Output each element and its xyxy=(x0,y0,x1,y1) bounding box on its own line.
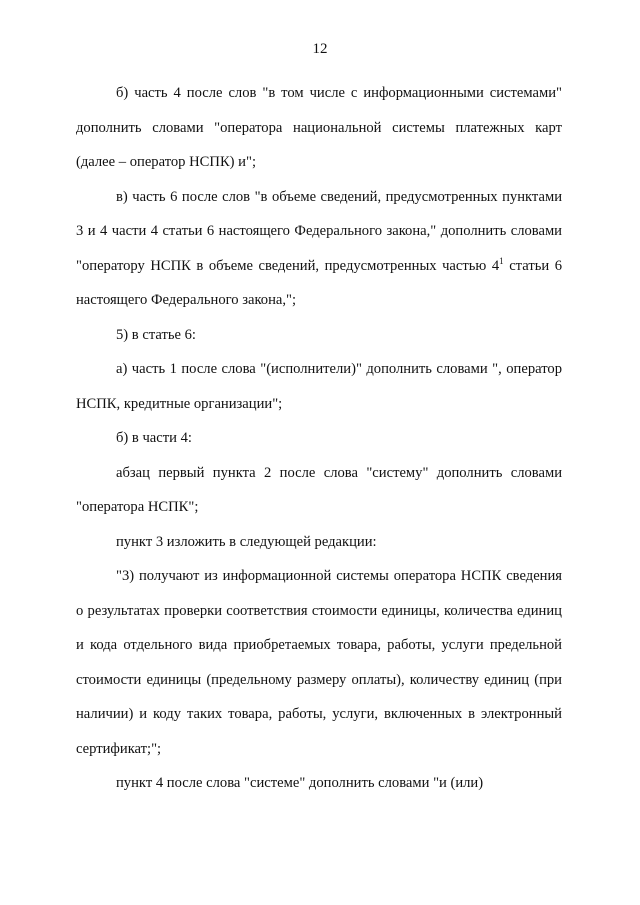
paragraph-6: абзац первый пункта 2 после слова "систему" дополнить словами "оператора НСПК"; xyxy=(76,464,562,515)
paragraph-9: пункт 4 после слова "системе" дополнить словами "и (или) xyxy=(116,775,484,791)
paragraph-8: "3) получают из информационной системы оператора НСПК сведения о результатах проверки соответствия стоимости единицы, количества единиц и кода отдельного вида приобретаемых товара, работы, услуги предельной стоимости единицы (предельному размеру оплаты), количеству единиц (при наличии) и коду таких товара, работы, услуги, включенных в электронный сертификат;"; xyxy=(76,568,562,757)
paragraph-2-tail: статьи 6 настоящего Федерального закона,"; xyxy=(76,257,562,308)
paragraph-7: пункт 3 изложить в следующей редакции: xyxy=(116,533,377,550)
paragraph-5: б) в части 4: xyxy=(116,430,192,446)
document-body xyxy=(76,76,562,801)
superscript: 1 xyxy=(499,255,504,266)
paragraph-1: б) часть 4 после слов "в том числе с информационными системами" дополнить словами "оператора национальной системы платежных карт (далее – оператор НСПК) и"; xyxy=(76,85,562,170)
paragraph-2-text: в) часть 6 после слов "в объеме сведений, предусмотренных пунктами 3 и 4 части 4 статьи 6 настоящего Федерального закона," дополнить словами "оператору НСПК в объеме сведений, предусмотренных частью 4 xyxy=(76,188,562,274)
page-number: 12 xyxy=(312,41,328,57)
paragraph-3: 5) в статье 6: xyxy=(116,326,196,343)
paragraph-4: а) часть 1 после слова "(исполнители)" дополнить словами ", оператор НСПК, кредитные организации"; xyxy=(76,361,562,412)
paragraph-2 xyxy=(76,180,562,318)
